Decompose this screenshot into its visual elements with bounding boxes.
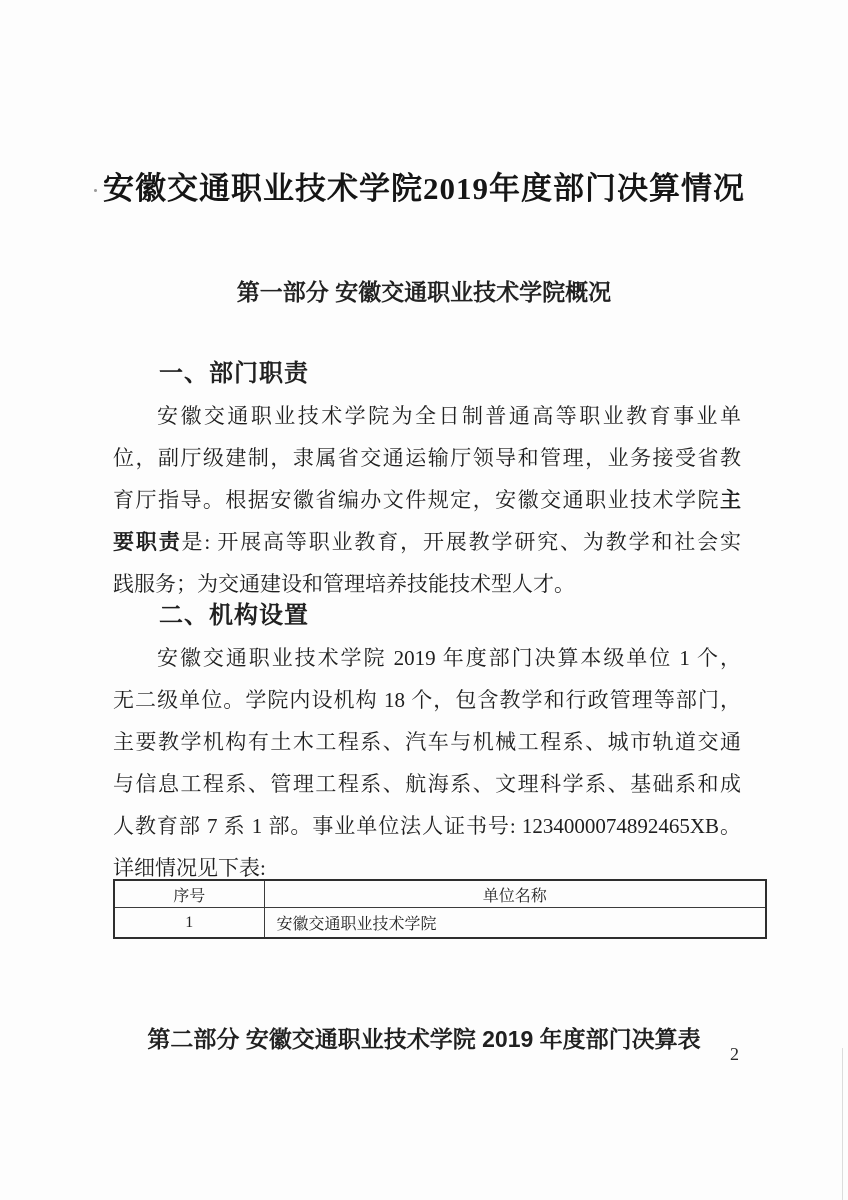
paragraph-line [113, 679, 741, 721]
body-text: 详细情况见下表: [113, 856, 266, 880]
paragraph-line [113, 563, 741, 605]
paragraph-line [113, 721, 741, 763]
part2-heading: 第二部分 安徽交通职业技术学院 2019 年度部门决算表 [147, 1026, 701, 1052]
paragraph-line [113, 479, 741, 521]
body-text: 育厅指导。根据安徽省编办文件规定，安徽交通职业技术学院 [113, 488, 720, 512]
structure-paragraph [113, 637, 741, 889]
cell-unit-name: 安徽交通职业技术学院 [264, 908, 766, 939]
body-text: 主要教学机构有土木工程系、汽车与机械工程系、城市轨道交通 [113, 730, 741, 754]
body-text: 是: 开展高等职业教育，开展教学研究、为教学和社会实 [181, 530, 741, 554]
table-header-index: 序号 [114, 880, 264, 908]
paragraph-line [113, 763, 741, 805]
bold-text: 要职责 [113, 530, 182, 554]
body-text: 安徽交通职业技术学院 2019 年度部门决算本级单位 1 个， [157, 646, 741, 670]
paragraph-line [113, 805, 741, 847]
body-text: 无二级单位。学院内设机构 18 个，包含教学和行政管理等部门， [113, 688, 741, 712]
paragraph-line [113, 637, 741, 679]
body-text: 人教育部 7 系 1 部。事业单位法人证书号: 1234000074892465XB。 [113, 814, 741, 838]
body-text: 位，副厅级建制，隶属省交通运输厅领导和管理，业务接受省教 [113, 446, 741, 470]
duties-paragraph [113, 395, 741, 605]
body-text: 践服务；为交通建设和管理培养技能技术型人才。 [113, 572, 575, 596]
page-number: 2 [730, 1044, 739, 1064]
scan-edge-line [842, 1048, 843, 1200]
part1-heading: 第一部分 安徽交通职业技术学院概况 [236, 279, 612, 305]
body-text: 与信息工程系、管理工程系、航海系、文理科学系、基础系和成 [113, 772, 741, 796]
bold-text: 主 [720, 488, 741, 512]
cell-index: 1 [114, 908, 264, 939]
body-text: 安徽交通职业技术学院为全日制普通高等职业教育事业单 [157, 404, 741, 428]
document-title: 安徽交通职业技术学院2019年度部门决算情况 [103, 171, 745, 206]
paragraph-line [113, 395, 741, 437]
section-duties-heading: 一、部门职责 [159, 360, 309, 387]
table-header-unit-name: 单位名称 [264, 880, 766, 908]
units-table [113, 879, 767, 939]
table-row [114, 908, 766, 939]
paragraph-line [113, 521, 741, 563]
section-structure-heading: 二、机构设置 [159, 602, 309, 629]
paragraph-line [113, 437, 741, 479]
table-header-row [114, 880, 766, 908]
